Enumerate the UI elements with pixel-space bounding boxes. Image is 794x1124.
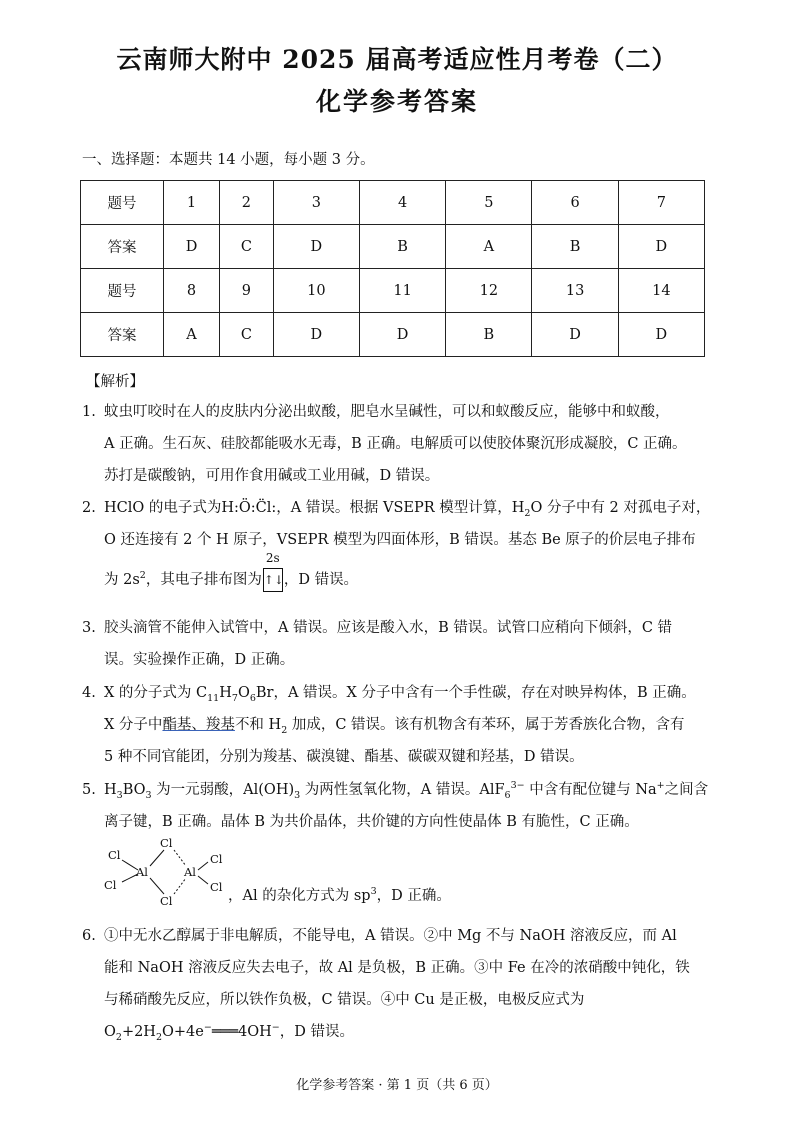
explanation-2: 2. HClO 的电子式为H:Ö:C̈l:，A 错误。根据 VSEPR 模型计算，$H_2O$ 分子中有 2 对孤电子对， O 还连接有 2 个 H 原子，VSEPR 模型为四面体形，B 错误。基态 Be 原子的价层电子排布 为 $2s^2$，其电子排布图为 2s ↑↓，D 错误。	[82, 492, 722, 596]
question-number: 9	[220, 269, 274, 313]
atom-cl: Cl	[108, 848, 121, 862]
item-number: 4.	[82, 685, 96, 701]
text-line: 离子键，B 正确。晶体 B 为共价晶体，共价键的方向性使晶体 B 有脆性，C 正确。	[104, 814, 639, 830]
explanation-1	[82, 396, 722, 492]
explanation-6: 6. ①中无水乙醇属于非电解质，不能导电，A 错误。②中 Mg 不与 NaOH 溶液反应，而 Al 能和 NaOH 溶液反应失去电子，故 Al 是负极，B 正确。③中 Fe 在冷的浓硝酸中钝化，铁 与稀硝酸先反应，所以铁作负极，C 错误。④中 Cu 是正极，电极反应式为 $O_2+2H_2O+4e^-═══4OH^-$，D 错误。	[82, 920, 722, 1048]
question-number: 8	[164, 269, 220, 313]
row-label: 题号	[81, 269, 164, 313]
page-subtitle: 化学参考答案	[315, 87, 478, 116]
explanation-3: 3. 胶头滴管不能伸入试管中，A 错误。应该是酸入水，B 错误。试管口应稍向下倾斜，C 错 误。实验操作正确，D 正确。	[82, 612, 722, 676]
text-line: 误。实验操作正确，D 正确。	[104, 652, 295, 668]
underlined-text: 酯基、羧基	[162, 717, 235, 733]
item-number: 5.	[82, 782, 96, 798]
answer-cell: D	[359, 313, 445, 357]
row-label: 答案	[81, 313, 164, 357]
text-line: A 正确。生石灰、硅胶都能吸水无毒，B 正确。电解质可以使胶体聚沉形成凝胶，C 正确。	[104, 436, 687, 452]
answer-cell: B	[532, 225, 618, 269]
row-label: 题号	[81, 181, 164, 225]
question-number: 12	[446, 269, 532, 313]
question-number: 14	[618, 269, 704, 313]
atom-cl: Cl	[210, 880, 223, 894]
orbital-label: 2s	[265, 551, 280, 565]
answer-cell: C	[220, 225, 274, 269]
al2cl6-structure	[100, 836, 230, 906]
table-row	[81, 225, 705, 269]
item-number: 2.	[82, 500, 96, 516]
text-line: 蚊虫叮咬时在人的皮肤内分泌出蚁酸，肥皂水呈碱性，可以和蚁酸反应，能够中和蚁酸，	[104, 404, 670, 420]
answer-cell: A	[164, 313, 220, 357]
question-number: 10	[273, 269, 359, 313]
question-number: 4	[359, 181, 445, 225]
answer-cell: A	[446, 225, 532, 269]
atom-al: Al	[136, 865, 148, 879]
question-number: 5	[446, 181, 532, 225]
answer-cell: D	[618, 225, 704, 269]
section-heading: 一、选择题：本题共 14 小题，每小题 3 分。	[82, 152, 375, 168]
atom-cl: Cl	[160, 836, 173, 850]
orbital-box	[263, 551, 284, 592]
page-title: 云南师大附中 2025 届高考适应性月考卷（二）	[116, 45, 678, 74]
question-number: 7	[618, 181, 704, 225]
page-footer: 化学参考答案 · 第 1 页（共 6 页）	[296, 1078, 498, 1093]
text-line: 能和 NaOH 溶液反应失去电子，故 Al 是负极，B 正确。③中 Fe 在冷的浓硝酸中钝化，铁	[104, 960, 690, 976]
row-label: 答案	[81, 225, 164, 269]
electron-formula: H:Ö:C̈l:	[221, 500, 277, 516]
text-line: 与稀硝酸先反应，所以铁作负极，C 错误。④中 Cu 是正极，电极反应式为	[104, 992, 585, 1008]
answer-cell: C	[220, 313, 274, 357]
answer-table	[80, 180, 705, 357]
atom-cl: Cl	[210, 852, 223, 866]
hybridization-line: ，Al 的杂化方式为 $sp^3$，D 正确。	[228, 886, 451, 904]
atom-cl: Cl	[104, 878, 117, 892]
item-number: 6.	[82, 928, 96, 944]
question-number: 1	[164, 181, 220, 225]
question-number: 13	[532, 269, 618, 313]
question-number: 11	[359, 269, 445, 313]
item-number: 1.	[82, 404, 96, 420]
answer-cell: D	[273, 313, 359, 357]
answer-cell: B	[446, 313, 532, 357]
atom-cl: Cl	[160, 894, 173, 908]
answer-cell: B	[359, 225, 445, 269]
answer-cell: D	[273, 225, 359, 269]
table-row	[81, 313, 705, 357]
table-row	[81, 269, 705, 313]
explanation-4: 4. X 的分子式为 $C_{11}H_7O_6Br$，A 错误。X 分子中含有一个手性碳，存在对映异构体，B 正确。 X 分子中酯基、羧基不和 $H_2$ 加成，C 错误。该有机物含有苯环，属于芳香族化合物，含有 5 种不同官能团，分别为羧基、碳溴键、酯基、碳碳双键和羟基，D 错误。	[82, 677, 722, 773]
text-line: O 还连接有 2 个 H 原子，VSEPR 模型为四面体形，B 错误。基态 Be 原子的价层电子排布	[104, 532, 696, 548]
electron-arrows: ↑↓	[263, 573, 284, 587]
explanation-5: 5. $H_3BO_3$ 为一元弱酸，$Al(OH)_3$ 为两性氢氧化物，A 错误。AlF$_6^{3-}$ 中含有配位键与 Na+之间含 离子键，B 正确。晶体 B 为共价晶体，共价键的方向性使晶体 B 有脆性，C 正确。	[82, 774, 722, 838]
text-line: 5 种不同官能团，分别为羧基、碳溴键、酯基、碳碳双键和羟基，D 错误。	[104, 749, 584, 765]
answer-cell: D	[532, 313, 618, 357]
atom-al: Al	[184, 865, 196, 879]
text-line: 苏打是碳酸钠，可用作食用碱或工业用碱，D 错误。	[104, 468, 440, 484]
answer-cell: D	[618, 313, 704, 357]
question-number: 2	[220, 181, 274, 225]
table-row	[81, 181, 705, 225]
answer-cell: D	[164, 225, 220, 269]
question-number: 6	[532, 181, 618, 225]
question-number: 3	[273, 181, 359, 225]
item-number: 3.	[82, 620, 96, 636]
analysis-heading: 【解析】	[86, 374, 144, 390]
